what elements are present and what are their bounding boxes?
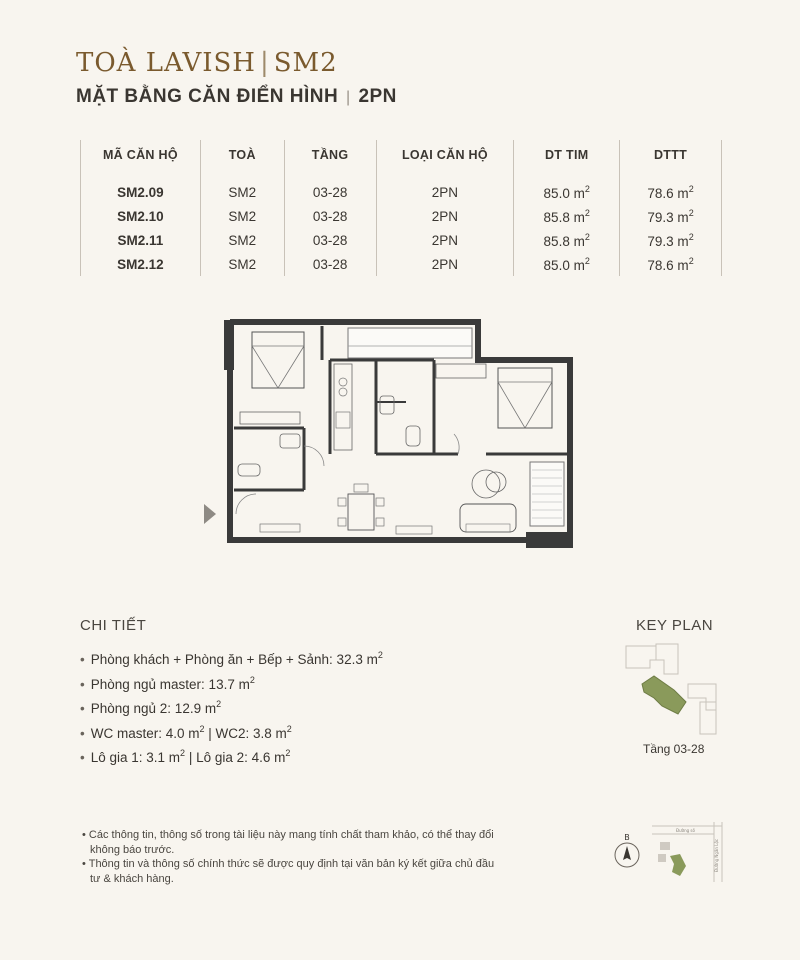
col-header-tower: TOÀ <box>200 140 284 170</box>
disclaimer-notes <box>82 828 502 886</box>
unit-type-cell: 2PN <box>376 252 514 276</box>
floor-plan <box>196 318 576 554</box>
net-area-cell: 79.3 $m^2$ <box>620 204 722 228</box>
unit-code-cell: SM2.11 <box>81 228 201 252</box>
detail-item: • Lô gia 1: 3.1 $m^2$ | Lô gia 2: 4.6 $m^2$ <box>80 748 383 773</box>
subtitle-type: 2PN <box>358 86 397 107</box>
compass-icon <box>612 833 642 873</box>
street-label-2: Đường Ngân Lộc <box>714 838 719 872</box>
tower-cell: SM2 <box>200 180 284 204</box>
col-header-floor: TẦNG <box>284 140 376 170</box>
title-separator: | <box>259 48 270 78</box>
table-row <box>81 252 722 276</box>
detail-item: • WC master: 4.0 $m^2$ | WC2: 3.8 $m^2$ <box>80 724 383 749</box>
net-area-cell: 78.6 $m^2$ <box>620 180 722 204</box>
tower-cell: SM2 <box>200 228 284 252</box>
tower-code: SM2 <box>273 48 338 78</box>
col-header-code: MÃ CĂN HỘ <box>81 140 201 170</box>
gross-area-cell: 85.8 $m^2$ <box>514 228 620 252</box>
detail-item: • Phòng khách + Phòng ăn + Bếp + Sảnh: 32.3 $m^2$ <box>80 650 383 675</box>
keyplan-diagram <box>620 640 720 740</box>
unit-code-cell: SM2.10 <box>81 204 201 228</box>
table-row <box>81 204 722 228</box>
tower-cell: SM2 <box>200 204 284 228</box>
note-item: • Thông tin và thông số chính thức sẽ được quy định tại văn bản ký kết giữa chủ đầu tư & khách hàng. <box>82 857 502 886</box>
street-label-1: Đường số <box>676 828 695 833</box>
floor-cell: 03-28 <box>284 180 376 204</box>
page-title <box>76 48 338 78</box>
net-area-cell: 79.3 $m^2$ <box>620 228 722 252</box>
gross-area-cell: 85.0 $m^2$ <box>514 252 620 276</box>
tower-name: TOÀ LAVISH <box>76 48 256 78</box>
unit-type-cell: 2PN <box>376 180 514 204</box>
floor-cell: 03-28 <box>284 228 376 252</box>
note-item: • Các thông tin, thông số trong tài liệu này mang tính chất tham khảo, có thể thay đổi không báo trước. <box>82 828 502 857</box>
page-subtitle <box>76 86 397 108</box>
subtitle-main: MẶT BẰNG CĂN ĐIỂN HÌNH <box>76 86 339 107</box>
detail-item: • Phòng ngủ master: 13.7 $m^2$ <box>80 675 383 700</box>
col-header-gross-area: DT TIM <box>514 140 620 170</box>
net-area-cell: 78.6 $m^2$ <box>620 252 722 276</box>
unit-code-cell: SM2.12 <box>81 252 201 276</box>
keyplan-title: KEY PLAN <box>636 617 714 634</box>
col-header-net-area: DTTT <box>620 140 722 170</box>
unit-type-cell: 2PN <box>376 228 514 252</box>
tower-cell: SM2 <box>200 252 284 276</box>
unit-spec-table <box>80 140 722 276</box>
table-row <box>81 228 722 252</box>
compass-letter: B <box>624 833 630 842</box>
floor-cell: 03-28 <box>284 204 376 228</box>
unit-type-cell: 2PN <box>376 204 514 228</box>
unit-code-cell: SM2.09 <box>81 180 201 204</box>
details-list <box>80 650 383 773</box>
table-row <box>81 180 722 204</box>
details-title: CHI TIẾT <box>80 617 147 634</box>
gross-area-cell: 85.0 $m^2$ <box>514 180 620 204</box>
keyplan-caption: Tầng 03-28 <box>643 742 705 756</box>
site-location-map <box>650 822 730 884</box>
subtitle-separator: | <box>346 89 351 106</box>
table-header-row <box>81 140 722 170</box>
detail-item: • Phòng ngủ 2: 12.9 $m^2$ <box>80 699 383 724</box>
col-header-type: LOẠI CĂN HỘ <box>376 140 514 170</box>
floor-cell: 03-28 <box>284 252 376 276</box>
gross-area-cell: 85.8 $m^2$ <box>514 204 620 228</box>
